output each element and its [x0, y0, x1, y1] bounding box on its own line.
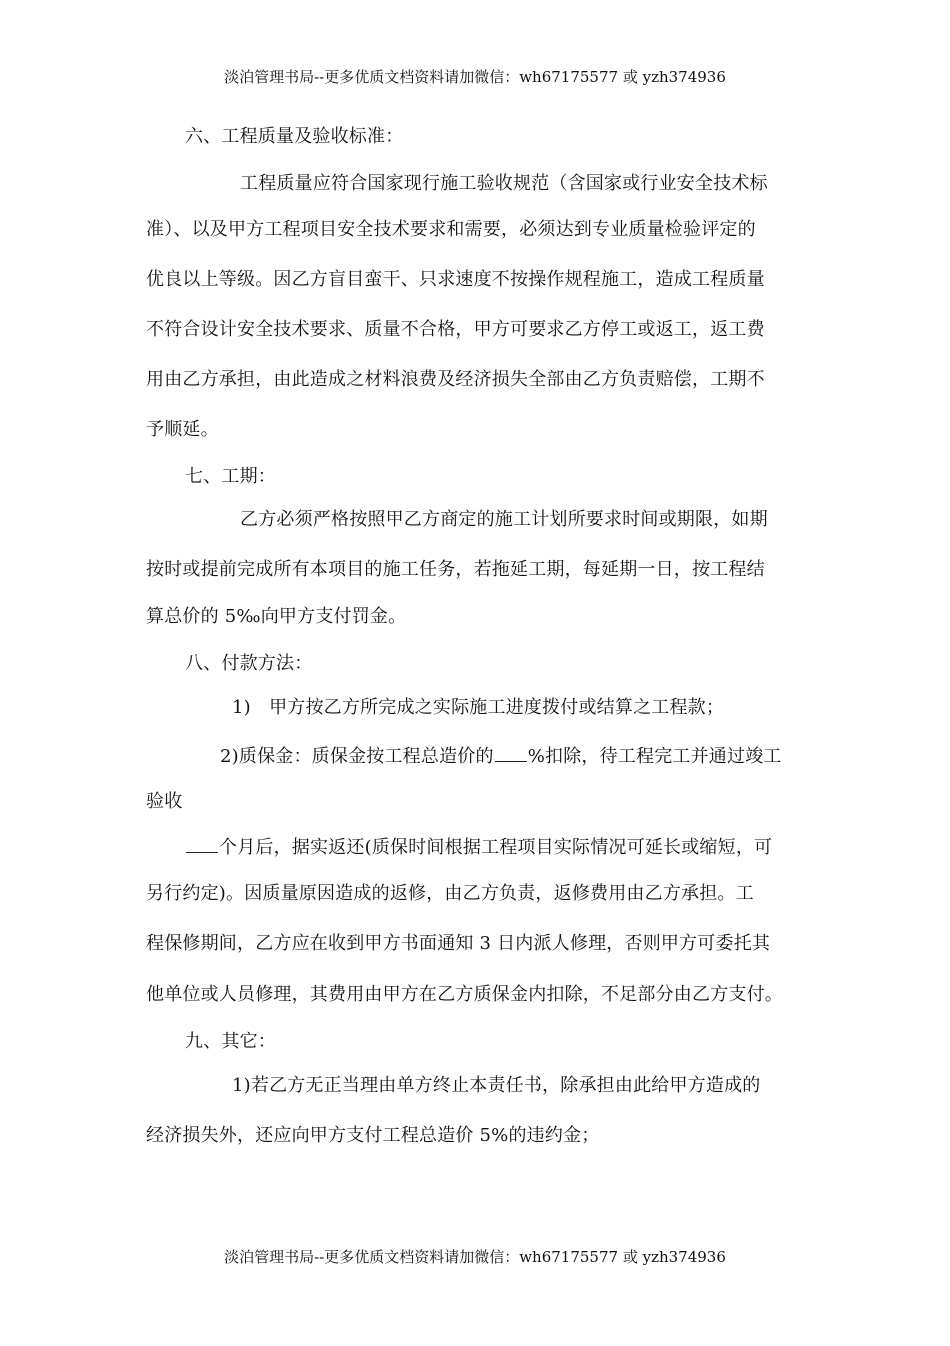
section-6-line-1: 工程质量应符合国家现行施工验收规范（含国家或行业安全技术标 [240, 173, 768, 194]
section-6-line-2: 准）、以及甲方工程项目安全技术要求和需要，必须达到专业质量检验评定的 [146, 219, 756, 240]
section-6-heading: 六、工程质量及验收标准： [185, 126, 404, 147]
section-7-line-2: 按时或提前完成所有本项目的施工任务，若拖延工期，每延期一日，按工程结 [146, 559, 765, 580]
section-9-line-1: 1)若乙方无正当理由单方终止本责任书，除承担由此给甲方造成的 [232, 1075, 761, 1096]
blank-line [495, 743, 527, 762]
section-7-line-1: 乙方必须严格按照甲乙方商定的施工计划所要求时间或期限，如期 [240, 509, 768, 530]
section-8-line-5: 程保修期间，乙方应在收到甲方书面通知 3 日内派人修理，否则甲方可委托其 [146, 933, 771, 954]
section-9-line-2: 经济损失外，还应向甲方支付工程总造价 5%的违约金； [146, 1125, 600, 1146]
section-8-item-2-part-a: 2)质保金：质保金按工程总造价的 [220, 746, 494, 767]
section-8-line-6: 他单位或人员修理，其费用由甲方在乙方质保金内扣除，不足部分由乙方支付。 [146, 984, 783, 1005]
section-8-line-4: 另行约定)。因质量原因造成的返修，由乙方负责，返修费用由乙方承担。工 [146, 883, 754, 904]
section-6-line-6: 予顺延。 [146, 419, 219, 440]
page-footer: 淡泊管理书局--更多优质文档资料请加微信：wh67175577 或 yzh374936 [224, 1248, 726, 1266]
section-8-item-2 [220, 743, 782, 769]
section-9-heading: 九、其它： [185, 1031, 276, 1052]
section-8-item-2-part-b: %扣除，待工程完工并通过竣工 [527, 746, 782, 767]
page-header: 淡泊管理书局--更多优质文档资料请加微信：wh67175577 或 yzh374936 [224, 68, 726, 86]
section-7-heading: 七、工期： [185, 466, 276, 487]
section-6-line-3: 优良以上等级。因乙方盲目蛮干、只求速度不按操作规程施工，造成工程质量 [146, 269, 765, 290]
section-8-item-2-line-3 [185, 834, 772, 860]
section-8-item-1: 1) 甲方按乙方所完成之实际施工进度拨付或结算之工程款； [232, 697, 725, 718]
section-8-item-2-line-2: 验收 [146, 791, 183, 812]
section-6-line-4: 不符合设计安全技术要求、质量不合格，甲方可要求乙方停工或返工，返工费 [146, 319, 765, 340]
section-8-heading: 八、付款方法： [185, 653, 313, 674]
blank-line [186, 834, 218, 853]
section-8-item-2-part-d: 个月后，据实返还(质保时间根据工程项目实际情况可延长或缩短，可 [219, 837, 773, 858]
section-7-line-3: 算总价的 5‰向甲方支付罚金。 [146, 606, 407, 627]
section-6-line-5: 用由乙方承担，由此造成之材料浪费及经济损失全部由乙方负责赔偿，工期不 [146, 369, 765, 390]
